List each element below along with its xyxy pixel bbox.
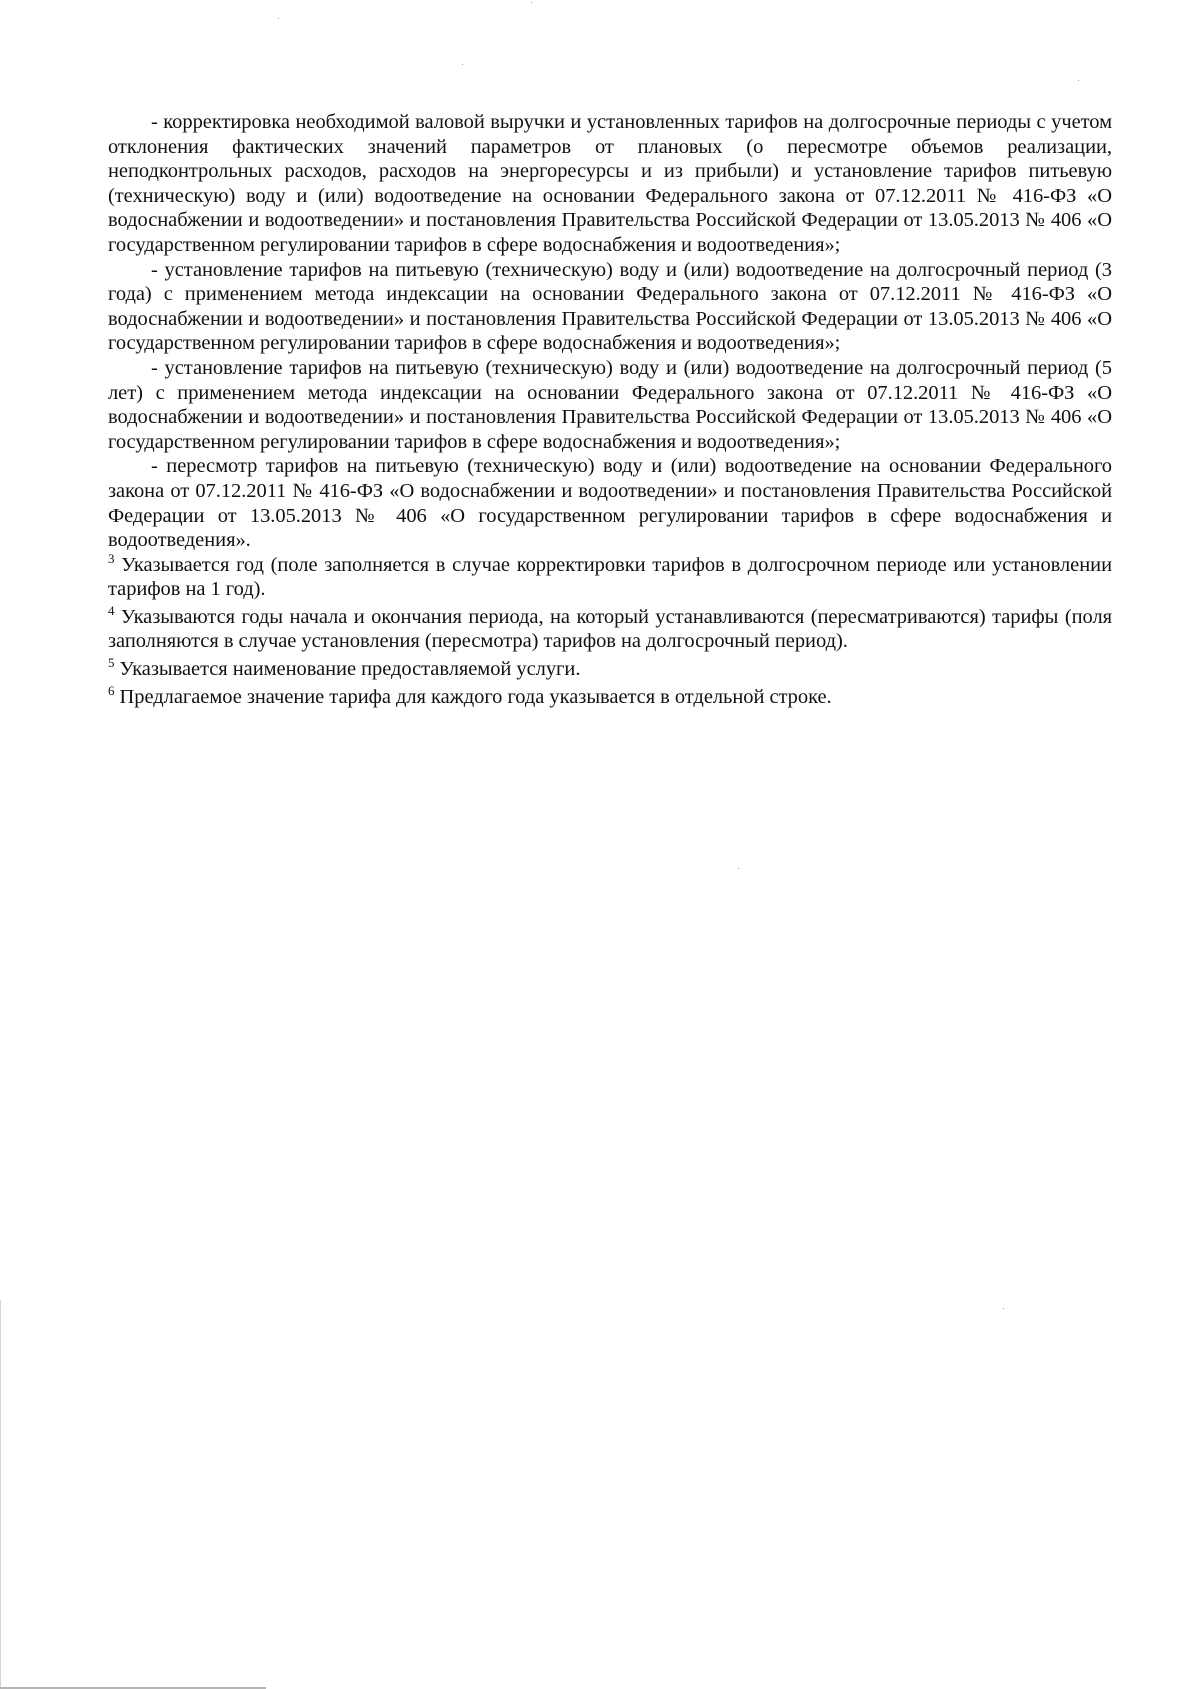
scan-speck — [531, 2, 532, 3]
paragraph-tariff-5-years: - установление тарифов на питьевую (техническую) воду и (или) водоотведение на долгосрочный период (5 лет) с применением метода индексации на основании Федерального закона от 07.12.2011 № 416-ФЗ «О водоснабжении и водоотведении» и постановления Правительства Российской Федерации от 13.05.2013 № 406 «О государственном регулировании тарифов в сфере водоснабжения и водоотведения»; — [108, 356, 1112, 453]
scan-speck — [278, 18, 279, 19]
footnote-6 — [108, 682, 1112, 710]
footnote-4 — [108, 605, 1112, 654]
paragraph-tariff-revision: - пересмотр тарифов на питьевую (техническую) воду и (или) водоотведение на основании Федерального закона от 07.12.2011 № 416-ФЗ «О водоснабжении и водоотведении» и постановления Правительства Российской Федерации от 13.05.2013 № 406 «О государственном регулировании тарифов в сфере водоснабжения и водоотведения». — [108, 455, 1112, 552]
footnote-mark-6: 6 — [108, 682, 115, 698]
footnote-text-5: Указывается наименование предоставляемой услуги. — [119, 658, 581, 681]
footnote-text-3: Указывается год (поле заполняется в случае корректировки тарифов в долгосрочном периоде или установлении тарифов на 1 год). — [108, 553, 1112, 601]
paragraph-tariff-3-years: - установление тарифов на питьевую (техническую) воду и (или) водоотведение на долгосрочный период (3 года) с применением метода индексации на основании Федерального закона от 07.12.2011 № 416-ФЗ «О водоснабжении и водоотведении» и постановления Правительства Российской Федерации от 13.05.2013 № 406 «О государственном регулировании тарифов в сфере водоснабжения и водоотведения»; — [108, 258, 1112, 355]
paragraph-tariff-correction: - корректировка необходимой валовой выручки и установленных тарифов на долгосрочные периоды с учетом отклонения фактических значений параметров от плановых (о пересмотре объемов реализации, неподконтрольных расходов, расходов на энергоресурсы и из прибыли) и установление тарифов питьевую (техническую) воду и (или) водоотведение на основании Федерального закона от 07.12.2011 № 416-ФЗ «О водоснабжении и водоотведении» и постановления Правительства Российской Федерации от 13.05.2013 № 406 «О государственном регулировании тарифов в сфере водоснабжения и водоотведения»; — [108, 111, 1112, 256]
scan-speck — [1078, 80, 1079, 81]
footnote-3 — [108, 550, 1112, 602]
footnote-text-4: Указываются годы начала и окончания периода, на который устанавливаются (пересматриваются) тарифы (поля заполняются в случае установления (пересмотра) тарифов на долгосрочный период). — [108, 605, 1113, 653]
footnote-mark-4: 4 — [108, 603, 115, 619]
scan-edge — [0, 1300, 1, 1689]
scan-speck — [462, 64, 463, 65]
footnote-mark-5: 5 — [108, 655, 115, 671]
footnote-text-6: Предлагаемое значение тарифа для каждого года указывается в отдельной строке. — [119, 685, 832, 708]
footnote-5 — [108, 657, 1112, 682]
footnote-mark-3: 3 — [108, 550, 115, 566]
document-body — [108, 110, 1112, 709]
scan-speck — [738, 868, 739, 869]
scan-speck — [1003, 1308, 1004, 1309]
